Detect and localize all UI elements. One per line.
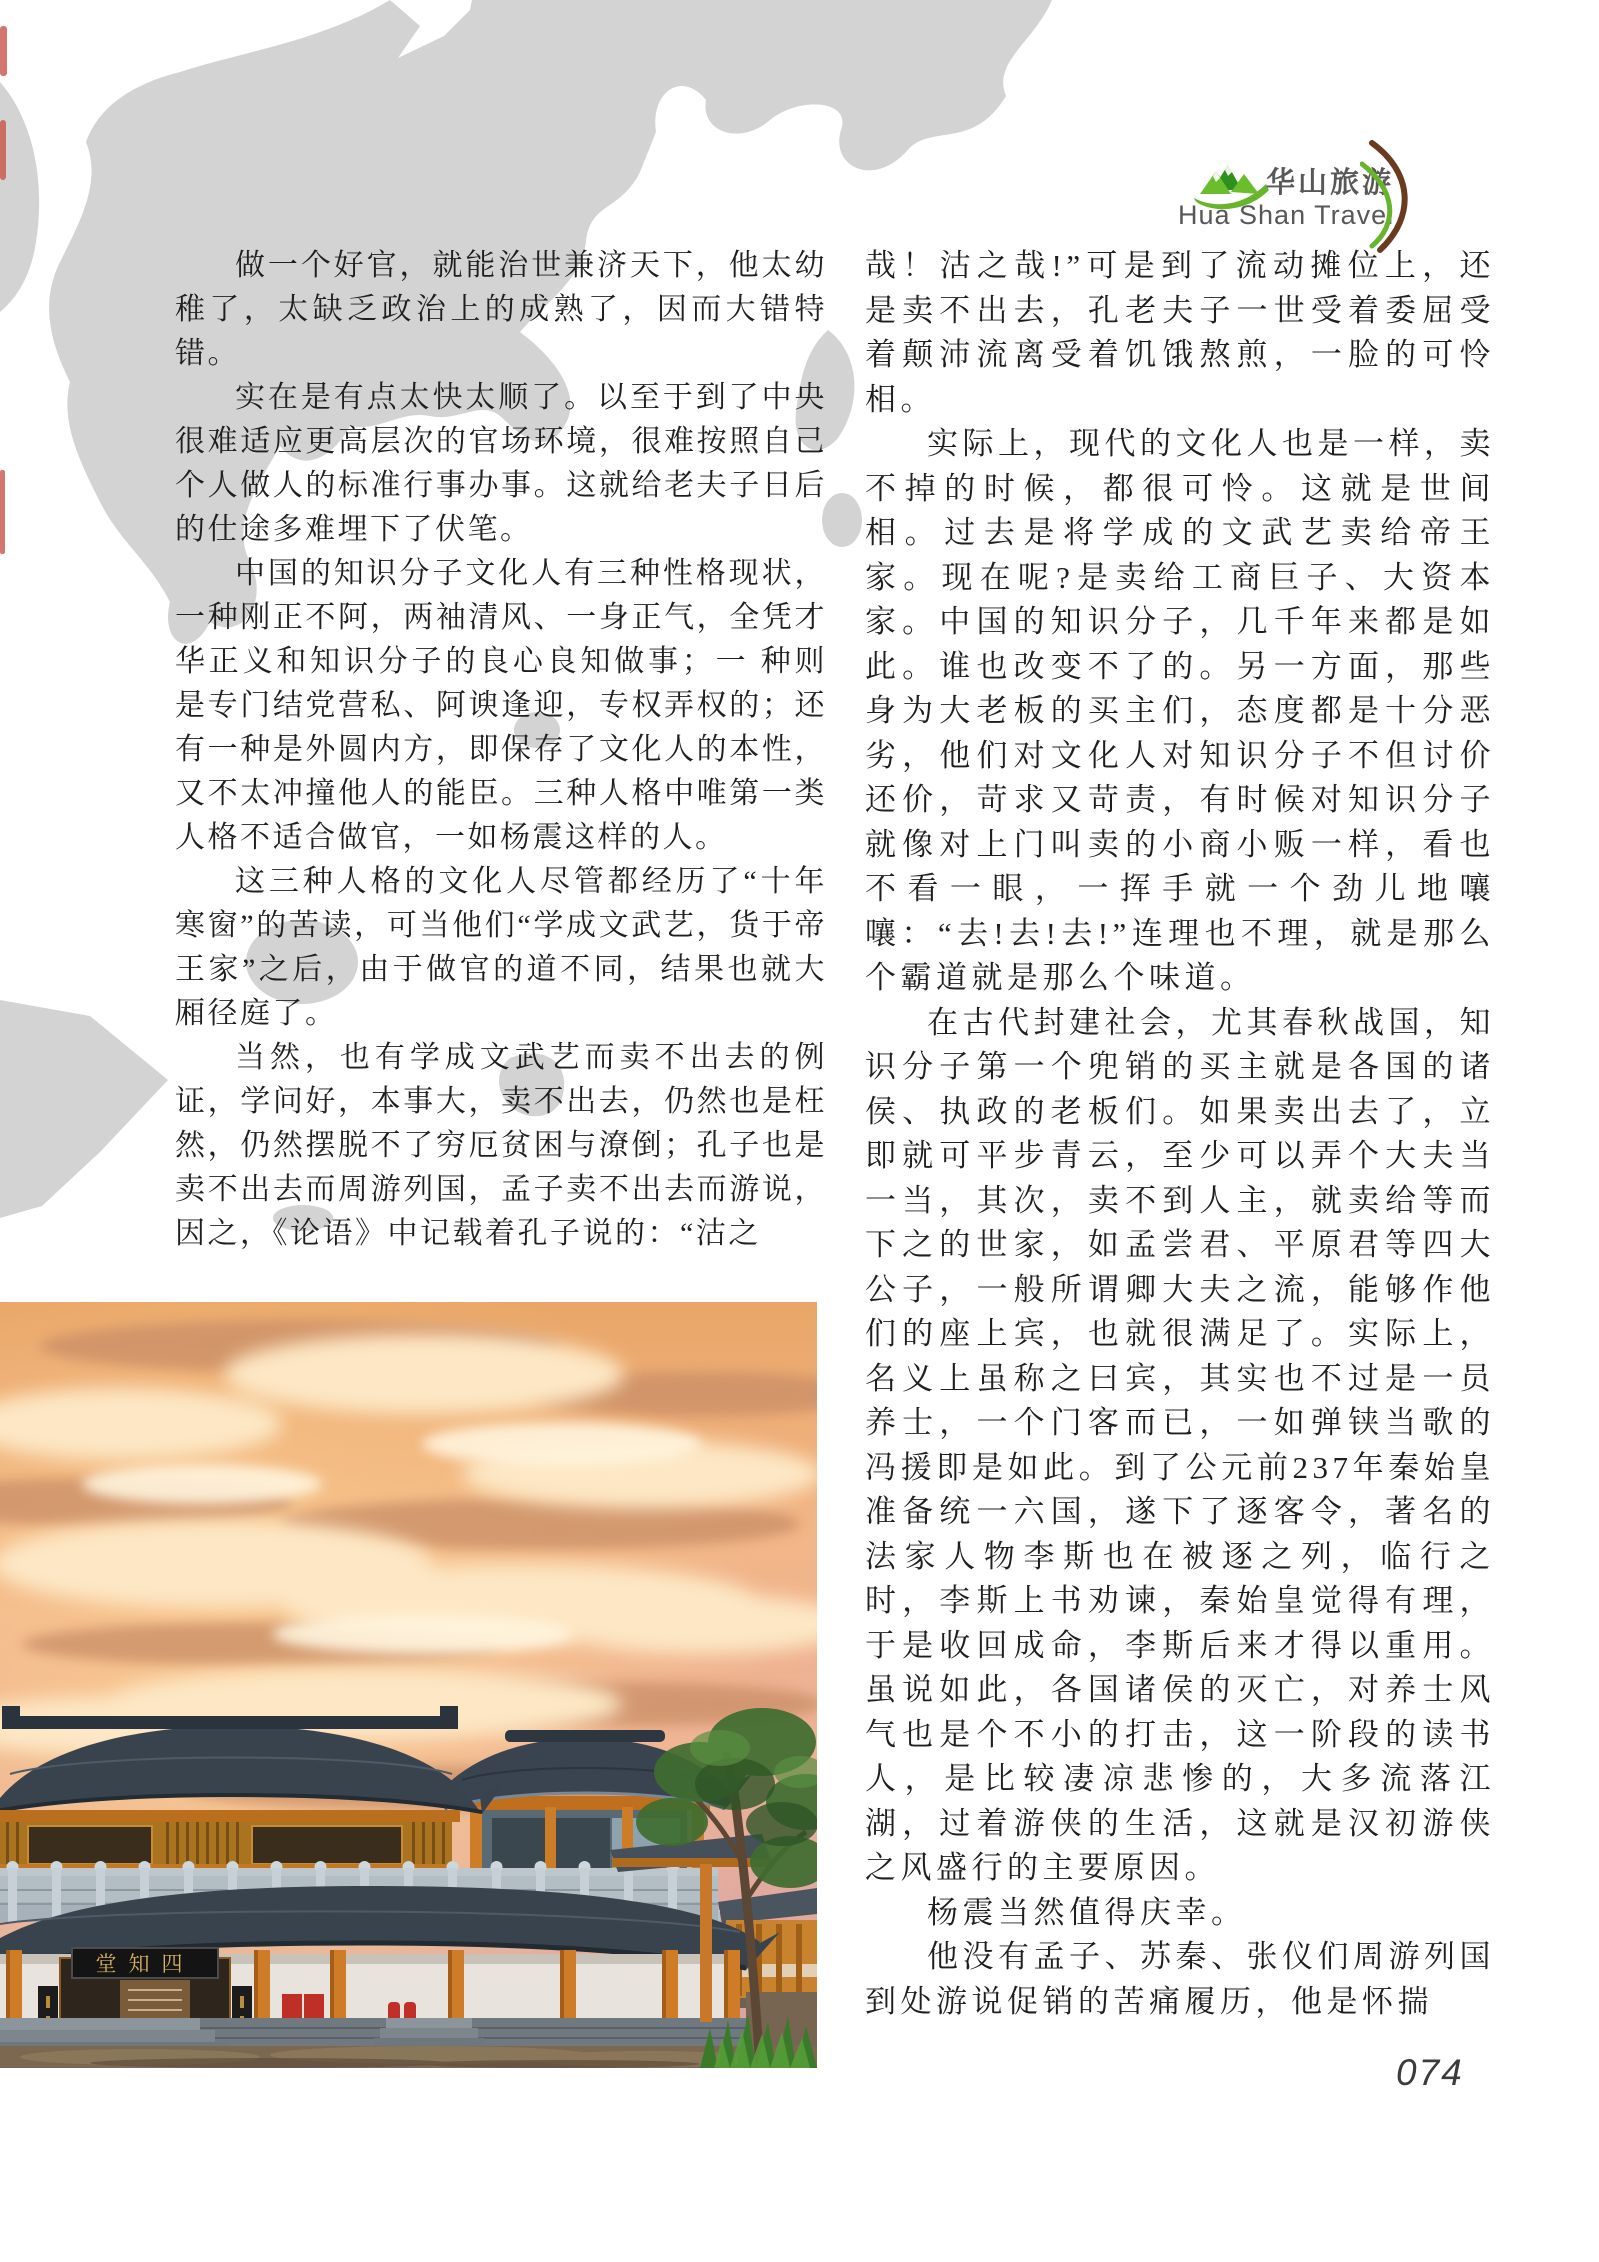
- logo-title-en: Hua Shan Travel: [1178, 200, 1395, 230]
- logo-title-cn: 华山旅游: [1266, 167, 1395, 199]
- page-number: 074: [1396, 2052, 1464, 2093]
- article-column-right: [865, 244, 1495, 2024]
- article-photo: [0, 1302, 817, 2068]
- paragraph: 实在是有点太快太顺了。以至于到了中央很难适应更高层次的官场环境，很难按照自己个人做人的标准行事办事。这就给老夫子日后的仕途多难埋下了伏笔。: [175, 381, 827, 546]
- paragraph: 中国的知识分子文化人有三种性格现状，一种刚正不阿，两袖清风、一身正气，全凭才华正义和知识分子的良心良知做事；一 种则是专门结党营私、阿谀逢迎，专权弄权的；还有一种是外圆内方，即保存了文化人的本性，又不太冲撞他人的能臣。三种人格中唯第一类人格不适合做官，一如杨震这样的人。: [175, 557, 827, 854]
- paragraph: 实际上，现代的文化人也是一样，卖不掉的时候，都很可怜。这就是世间相。过去是将学成的文武艺卖给帝王家。现在呢?是卖给工商巨子、大资本家。中国的知识分子，几千年来都是如此。谁也改变不了的。另一方面，那些身为大老板的买主们，态度都是十分恶劣，他们对文化人对知识分子不但讨价还价，苛求又苛责，有时候对知识分子就像对上门叫卖的小商小贩一样，看也不看一眼，一挥手就一个劲儿地嚷嚷：“去!去!去!”连理也不理，就是那么个霸道就是那么个味道。: [865, 426, 1495, 995]
- paragraph: 杨震当然值得庆幸。: [927, 1894, 1247, 1930]
- paragraph: 当然，也有学成文武艺而卖不出去的例证，学问好，本事大，卖不出去，仍然也是枉然，仍然摆脱不了穷厄贫困与潦倒；孔子也是卖不出去而周游列国，孟子卖不出去而游说，因之，《论语》中记载着孔子说的：“沽之: [175, 1041, 827, 1250]
- paragraph: 这三种人格的文化人尽管都经历了“十年寒窗”的苦读，可当他们“学成文武艺，货于帝王家”之后，由于做官的道不同，结果也就大厢径庭了。: [175, 865, 827, 1030]
- photo-plaque-text: 堂知四: [95, 1952, 195, 1976]
- paragraph: 他没有孟子、苏秦、张仪们周游列国到处游说促销的苦痛履历，他是怀揣: [865, 1939, 1495, 2019]
- logo-arc-icon: [1360, 140, 1426, 256]
- brand-logo: [1148, 138, 1428, 258]
- paragraph: 哉！沽之哉!”可是到了流动摊位上，还是卖不出去，孔老夫子一世受着委屈受着颠沛流离受着饥饿熬煎，一脸的可怜相。: [865, 248, 1495, 417]
- paragraph: 做一个好官，就能治世兼济天下，他太幼稚了，太缺乏政治上的成熟了，因而大错特错。: [175, 249, 827, 370]
- article-column-left: [175, 244, 827, 1256]
- paragraph: 在古代封建社会，尤其春秋战国，知识分子第一个兜销的买主就是各国的诸侯、执政的老板们。如果卖出去了，立即就可平步青云，至少可以弄个大夫当一当，其次，卖不到人主，就卖给等而下之的世家，如孟尝君、平原君等四大公子，一般所谓卿大夫之流，能够作他们的座上宾，也就很满足了。实际上，名义上虽称之曰宾，其实也不过是一员养士，一个门客而已，一如弹铗当歌的冯援即是如此。到了公元前237年秦始皇准备统一六国，遂下了逐客令，著名的法家人物李斯也在被逐之列，临行之时，李斯上书劝谏，秦始皇觉得有理，于是收回成命，李斯后来才得以重用。虽说如此，各国诸侯的灭亡，对养士风气也是个不小的打击，这一阶段的读书人，是比较凄凉悲惨的，大多流落江湖，过着游侠的生活，这就是汉初游侠之风盛行的主要原因。: [865, 1004, 1495, 1885]
